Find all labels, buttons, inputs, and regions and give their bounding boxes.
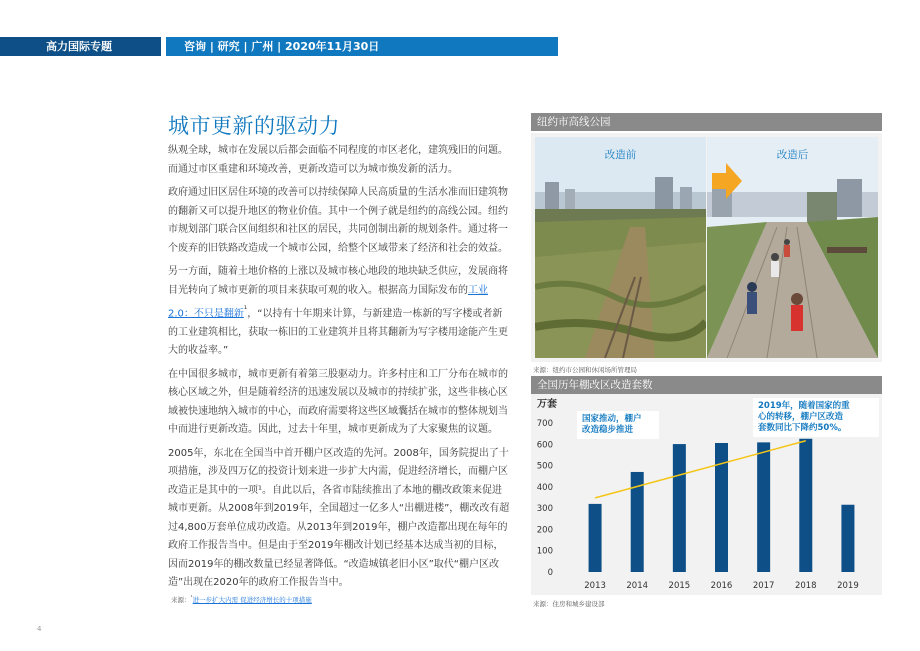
page-number: 4 <box>37 625 42 633</box>
source-link[interactable]: 进一步扩大内需 促进经济增长的十项措施 <box>192 596 312 605</box>
photo-box-title: 纽约市高线公园 <box>531 113 882 131</box>
callout-left: 国家推动，棚户 改造稳步推进 <box>577 411 659 439</box>
x-tick-label: 2019 <box>837 581 859 591</box>
x-tick-label: 2013 <box>584 581 606 591</box>
source-note <box>171 595 312 604</box>
callout-right: 2019年，随着国家的重 心的转移，棚户区改造 套数同比下降约50%。 <box>753 398 879 437</box>
y-tick-label: 100 <box>536 546 553 557</box>
after-label: 改造后 <box>776 149 809 161</box>
paragraph-1: 纵观全球，城市在发展以后都会面临不同程度的市区老化，建筑残旧的问题。而通过市区重建和环境改善，更新改造可以为城市焕发新的活力。 <box>168 145 508 175</box>
y-tick-label: 400 <box>536 482 553 493</box>
footnote-marker: ¹ <box>243 304 248 314</box>
paragraph-3-lead: 另一方面，随着土地价格的上涨以及城市核心地段的地块缺乏供应，发展商将目光转向了城市更新的项目来获取可观的收入。根据高力国际发布的 <box>168 266 508 296</box>
y-tick-label: 600 <box>536 440 553 451</box>
source-sup: ¹ <box>190 595 193 601</box>
paragraph-3-tail: ，“以持有十年期来计算，与新建造一栋新的写字楼或者新的工业建筑相比，获取一栋旧的工业建筑并且将其翻新为写字楼用途能产生更大的收益率。” <box>168 308 508 357</box>
before-label: 改造前 <box>604 149 637 161</box>
paragraph-5: 2005年，东北在全国当中首开棚户区改造的先河。2008年，国务院提出了十项措施，涉及四万亿的投资计划来进一步扩大内需，促进经济增长，而棚户区改造正是其中的一项¹。自此以后，各省市陆续推出了本地的棚改政策来促进城市更新。从2008年到2019年，全国超过一亿多人“出棚进楼”，棚改改有超过4,800万套单位成功改造。从2013年到2019年，棚户改造都出现在每年的政府工作报告当中。但是由于至2019年棚改计划已经基本达成当初的目标，因而2019年的棚改数量已经显著降低。“改造城镇老旧小区”取代“棚户区改造”出现在2020年的政府工作报告当中。 <box>168 447 510 589</box>
bar-2013 <box>589 504 602 572</box>
paragraph-3 <box>168 263 510 361</box>
before-photo <box>535 137 706 358</box>
bar-2015 <box>673 444 686 572</box>
trend-line <box>595 441 806 498</box>
bar-2018 <box>799 439 812 572</box>
chart-source: 来源：住房和城乡建设部 <box>533 600 605 608</box>
report-link[interactable]: 工业2.0：不只是翻新 <box>168 284 488 320</box>
paragraph-4: 在中国很多城市，城市更新有着第三股驱动力。许多村庄和工厂分布在城市的核心区域之外，但是随着经济的迅速发展以及城市的持续扩张，这些非核心区域被快速地纳入城市的中心，而政府需要将这些区域囊括在城市的整体规划当中而进行更新改造。因此，过去十年里，城市更新成为了大家聚焦的议题。 <box>168 368 508 436</box>
y-tick-label: 500 <box>536 461 553 472</box>
chart-panel <box>531 394 882 595</box>
x-tick-label: 2016 <box>710 581 733 591</box>
page-title: 城市更新的驱动力 <box>168 114 340 138</box>
x-tick-label: 2017 <box>752 581 775 591</box>
photo-comparison <box>531 133 882 362</box>
arrow-right-icon <box>712 163 742 199</box>
y-tick-label: 0 <box>547 568 553 578</box>
x-tick-label: 2015 <box>668 581 691 591</box>
y-tick-label: 200 <box>536 525 553 536</box>
meta-header: 咨询 | 研究 | 广州 | 2020年11月30日 <box>166 37 558 56</box>
chart-box-title: 全国历年棚改区改造套数 <box>531 376 882 394</box>
x-tick-label: 2014 <box>626 581 649 591</box>
photo-source: 来源：纽约市公园和休闲场所管理局 <box>533 366 637 374</box>
paragraph-2: 政府通过旧区居住环境的改善可以持续保障人民高质量的生活水准而旧建筑物的翻新又可以提升地区的物业价值。其中一个例子就是纽约的高线公园。纽约市规划部门联合区间组织和社区的居民，共同创制出新的规划条件。通过将一个废弃的旧铁路改造成一个城市公园，给整个区域带来了经济和社会的效益。 <box>168 187 508 254</box>
y-tick-label: 700 <box>536 419 553 429</box>
y-tick-label: 300 <box>536 504 553 515</box>
source-prefix: 来源： <box>171 596 191 605</box>
bar-2017 <box>757 442 770 572</box>
before-photo-image <box>535 137 706 358</box>
y-axis-label: 万套 <box>537 399 557 410</box>
section-header: 高力国际专题 <box>0 37 161 56</box>
x-tick-label: 2018 <box>794 581 817 591</box>
bar-2019 <box>841 505 854 572</box>
article-body <box>168 142 510 598</box>
